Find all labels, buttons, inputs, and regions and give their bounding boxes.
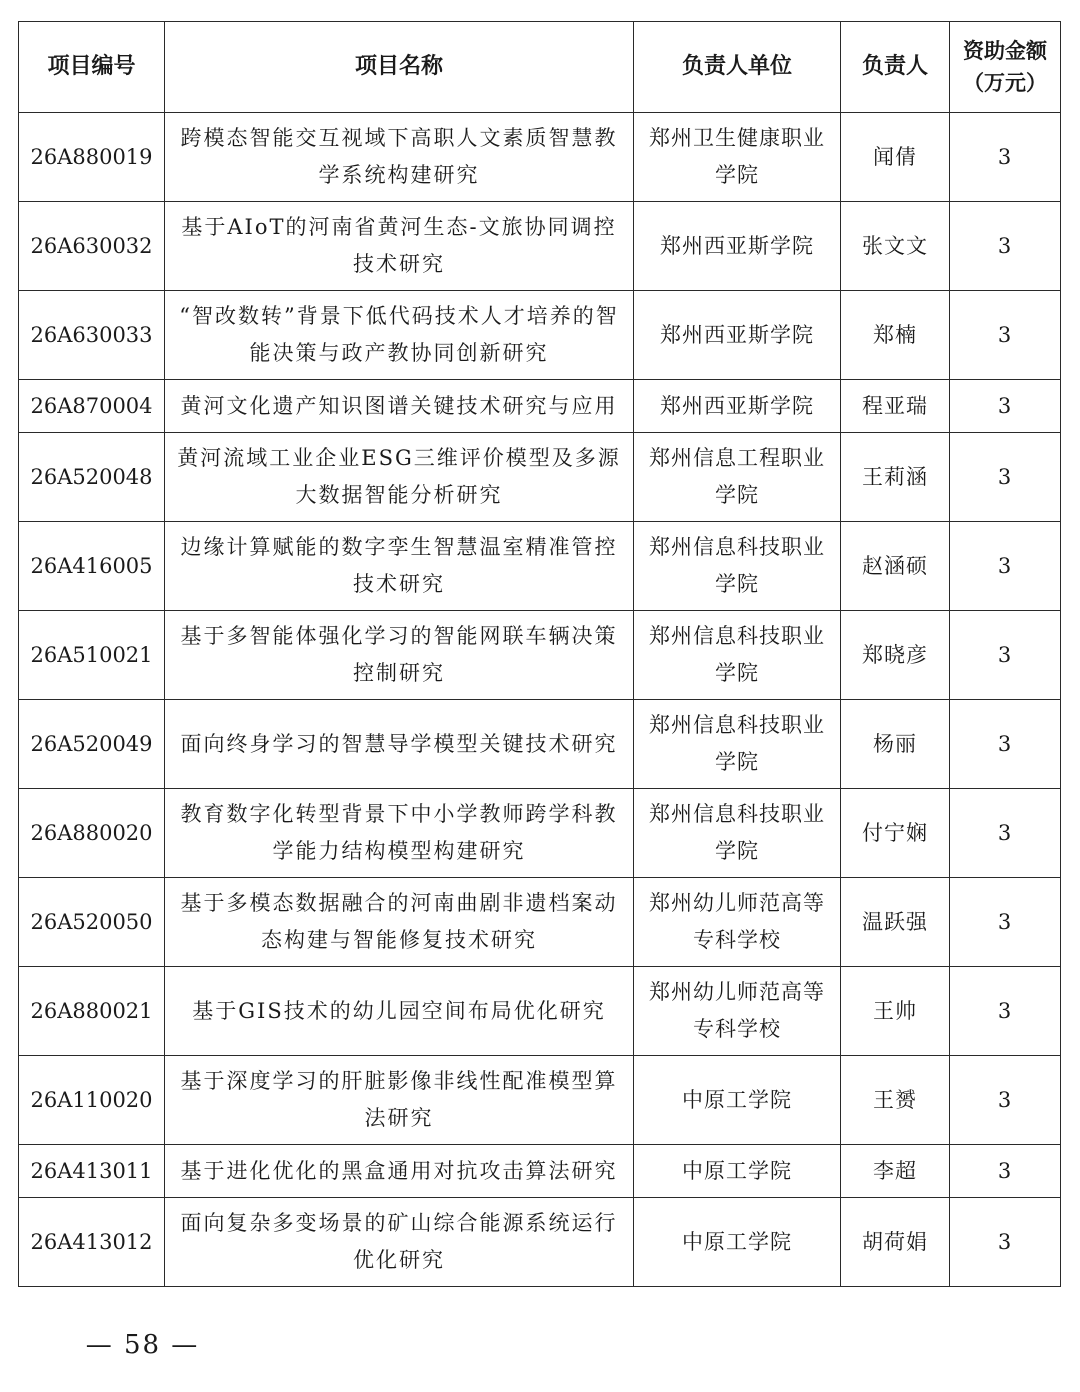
project-unit: 中原工学院 xyxy=(634,1145,841,1198)
project-leader: 付宁娴 xyxy=(841,789,950,878)
header-amount-line1: 资助金额 xyxy=(963,39,1047,63)
project-leader: 王莉涵 xyxy=(841,433,950,522)
project-amount: 3 xyxy=(950,380,1061,433)
project-name: 基于多智能体强化学习的智能网联车辆决策控制研究 xyxy=(165,611,634,700)
header-unit: 负责人单位 xyxy=(634,22,841,113)
project-amount: 3 xyxy=(950,1198,1061,1287)
project-code: 26A630032 xyxy=(19,202,165,291)
project-name: 基于进化优化的黑盒通用对抗攻击算法研究 xyxy=(165,1145,634,1198)
project-leader: 郑楠 xyxy=(841,291,950,380)
project-leader: 郑晓彦 xyxy=(841,611,950,700)
project-code: 26A880021 xyxy=(19,967,165,1056)
header-leader: 负责人 xyxy=(841,22,950,113)
table-row xyxy=(19,113,1061,202)
project-unit: 郑州幼儿师范高等专科学校 xyxy=(634,967,841,1056)
project-unit: 郑州西亚斯学院 xyxy=(634,380,841,433)
table-row xyxy=(19,380,1061,433)
project-leader: 闻倩 xyxy=(841,113,950,202)
table-row xyxy=(19,433,1061,522)
project-name: 基于AIoT的河南省黄河生态-文旅协同调控技术研究 xyxy=(165,202,634,291)
project-name: 跨模态智能交互视域下高职人文素质智慧教学系统构建研究 xyxy=(165,113,634,202)
project-amount: 3 xyxy=(950,113,1061,202)
page-number: — 58 — xyxy=(85,1330,200,1360)
header-amount-line2: （万元） xyxy=(963,71,1047,95)
project-amount: 3 xyxy=(950,700,1061,789)
project-leader: 王帅 xyxy=(841,967,950,1056)
table-row xyxy=(19,202,1061,291)
table-row xyxy=(19,1198,1061,1287)
project-code: 26A880020 xyxy=(19,789,165,878)
project-amount: 3 xyxy=(950,522,1061,611)
project-leader: 王赟 xyxy=(841,1056,950,1145)
project-code: 26A520049 xyxy=(19,700,165,789)
project-code: 26A510021 xyxy=(19,611,165,700)
project-amount: 3 xyxy=(950,967,1061,1056)
project-amount: 3 xyxy=(950,1056,1061,1145)
project-unit: 郑州卫生健康职业学院 xyxy=(634,113,841,202)
project-name: 基于GIS技术的幼儿园空间布局优化研究 xyxy=(165,967,634,1056)
project-name: “智改数转”背景下低代码技术人才培养的智能决策与政产教协同创新研究 xyxy=(165,291,634,380)
project-unit: 中原工学院 xyxy=(634,1198,841,1287)
project-name: 面向终身学习的智慧导学模型关键技术研究 xyxy=(165,700,634,789)
project-name: 黄河流域工业企业ESG三维评价模型及多源大数据智能分析研究 xyxy=(165,433,634,522)
table-row xyxy=(19,789,1061,878)
project-name: 教育数字化转型背景下中小学教师跨学科教学能力结构模型构建研究 xyxy=(165,789,634,878)
header-row xyxy=(19,22,1061,113)
table-row xyxy=(19,878,1061,967)
project-unit: 郑州信息科技职业学院 xyxy=(634,700,841,789)
project-name: 基于多模态数据融合的河南曲剧非遗档案动态构建与智能修复技术研究 xyxy=(165,878,634,967)
project-name: 黄河文化遗产知识图谱关键技术研究与应用 xyxy=(165,380,634,433)
project-code: 26A880019 xyxy=(19,113,165,202)
project-code: 26A520050 xyxy=(19,878,165,967)
project-code: 26A413012 xyxy=(19,1198,165,1287)
grant-table xyxy=(18,21,1061,1287)
project-amount: 3 xyxy=(950,291,1061,380)
project-code: 26A630033 xyxy=(19,291,165,380)
table-row xyxy=(19,967,1061,1056)
project-unit: 郑州西亚斯学院 xyxy=(634,202,841,291)
project-name: 边缘计算赋能的数字孪生智慧温室精准管控技术研究 xyxy=(165,522,634,611)
project-leader: 赵涵硕 xyxy=(841,522,950,611)
project-code: 26A870004 xyxy=(19,380,165,433)
project-unit: 郑州信息科技职业学院 xyxy=(634,789,841,878)
project-code: 26A416005 xyxy=(19,522,165,611)
table-row xyxy=(19,611,1061,700)
table-row xyxy=(19,700,1061,789)
project-leader: 程亚瑞 xyxy=(841,380,950,433)
project-code: 26A520048 xyxy=(19,433,165,522)
project-unit: 郑州幼儿师范高等专科学校 xyxy=(634,878,841,967)
table-row xyxy=(19,1145,1061,1198)
project-amount: 3 xyxy=(950,1145,1061,1198)
project-leader: 温跃强 xyxy=(841,878,950,967)
header-code: 项目编号 xyxy=(19,22,165,113)
project-leader: 张文文 xyxy=(841,202,950,291)
table-row xyxy=(19,522,1061,611)
project-name: 面向复杂多变场景的矿山综合能源系统运行优化研究 xyxy=(165,1198,634,1287)
header-amount xyxy=(950,22,1061,113)
project-unit: 郑州信息科技职业学院 xyxy=(634,611,841,700)
project-code: 26A110020 xyxy=(19,1056,165,1145)
project-unit: 郑州信息工程职业学院 xyxy=(634,433,841,522)
project-unit: 中原工学院 xyxy=(634,1056,841,1145)
project-amount: 3 xyxy=(950,611,1061,700)
project-amount: 3 xyxy=(950,433,1061,522)
project-amount: 3 xyxy=(950,789,1061,878)
project-leader: 杨丽 xyxy=(841,700,950,789)
project-unit: 郑州西亚斯学院 xyxy=(634,291,841,380)
project-leader: 李超 xyxy=(841,1145,950,1198)
project-name: 基于深度学习的肝脏影像非线性配准模型算法研究 xyxy=(165,1056,634,1145)
project-amount: 3 xyxy=(950,202,1061,291)
project-unit: 郑州信息科技职业学院 xyxy=(634,522,841,611)
project-code: 26A413011 xyxy=(19,1145,165,1198)
header-name: 项目名称 xyxy=(165,22,634,113)
project-leader: 胡荷娟 xyxy=(841,1198,950,1287)
table-row xyxy=(19,291,1061,380)
project-amount: 3 xyxy=(950,878,1061,967)
table-row xyxy=(19,1056,1061,1145)
